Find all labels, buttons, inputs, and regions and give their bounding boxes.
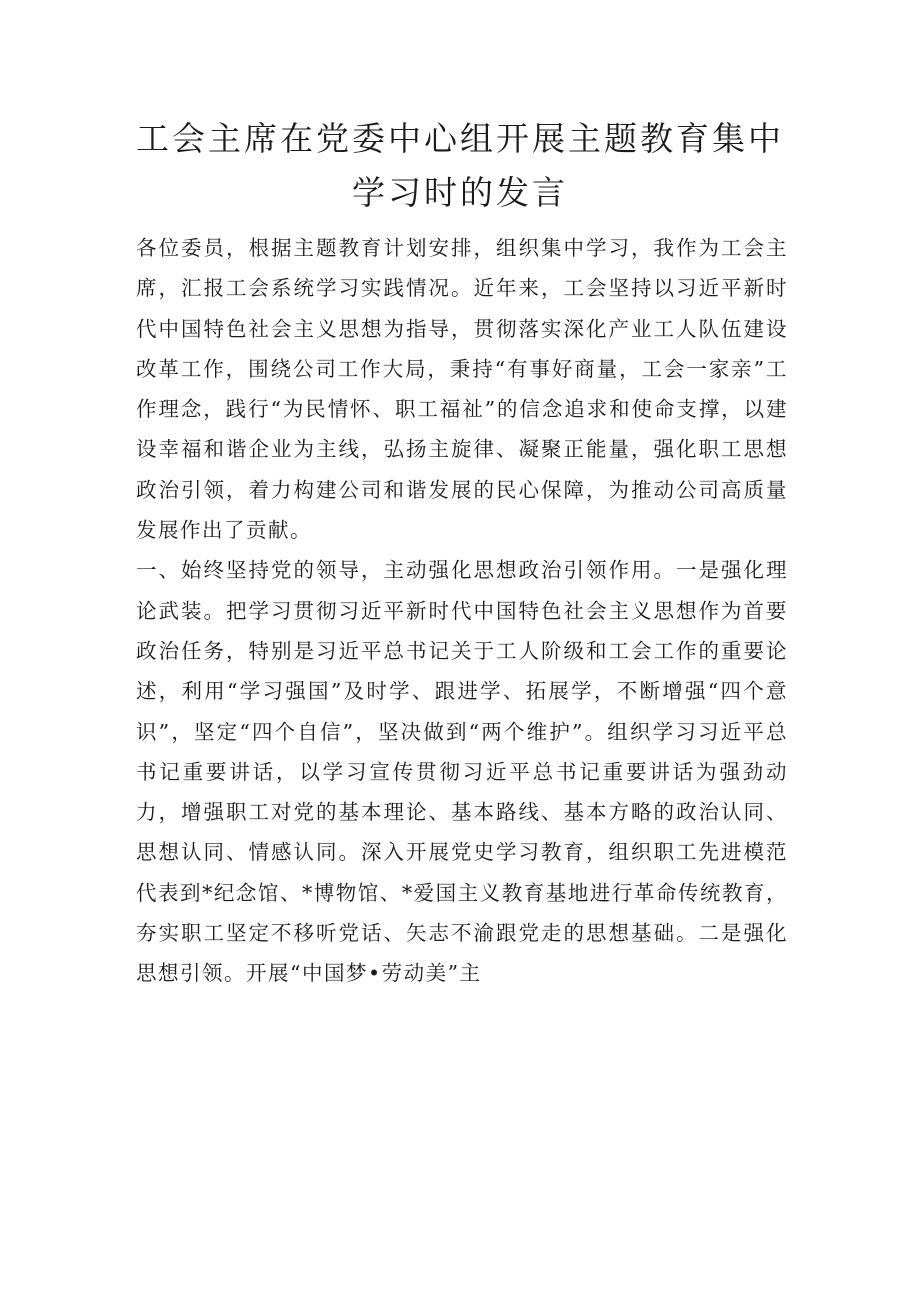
paragraph-intro: 各位委员，根据主题教育计划安排，组织集中学习，我作为工会主席，汇报工会系统学习实践情况。近年来，工会坚持以习近平新时代中国特色社会主义思想为指导，贯彻落实深化产业工人队伍建设改革工作，围绕公司工作大局，秉持“有事好商量，工会一家亲”工作理念，践行“为民情怀、职工福祉”的信念追求和使命支撑，以建设幸福和谐企业为主线，弘扬主旋律、凝聚正能量，强化职工思想政治引领，着力构建公司和谐发展的民心保障，为推动公司高质量发展作出了贡献。 (136, 236, 788, 543)
title-line-2: 学习时的发言 (352, 173, 568, 212)
document-title (0, 112, 920, 220)
title-line-1: 工会主席在党委中心组开展主题教育集中 (136, 119, 784, 158)
document-body (136, 228, 788, 994)
paragraph-section-1: 一、始终坚持党的领导，主动强化思想政治引领作用。一是强化理论武装。把学习贯彻习近平新时代中国特色社会主义思想作为首要政治任务，特别是习近平总书记关于工人阶级和工会工作的重要论述，利用“学习强国”及时学、跟进学、拓展学，不断增强“四个意识”，坚定“四个自信”，坚决做到“两个维护”。组织学习习近平总书记重要讲话，以学习宣传贯彻习近平总书记重要讲话为强劲动力，增强职工对党的基本理论、基本路线、基本方略的政治认同、思想认同、情感认同。深入开展党史学习教育，组织职工先进模范代表到*纪念馆、*博物馆、*爱国主义教育基地进行革命传统教育，夯实职工坚定不移听党话、矢志不渝跟党走的思想基础。二是强化思想引领。开展“中国梦•劳动美”主 (136, 558, 788, 986)
